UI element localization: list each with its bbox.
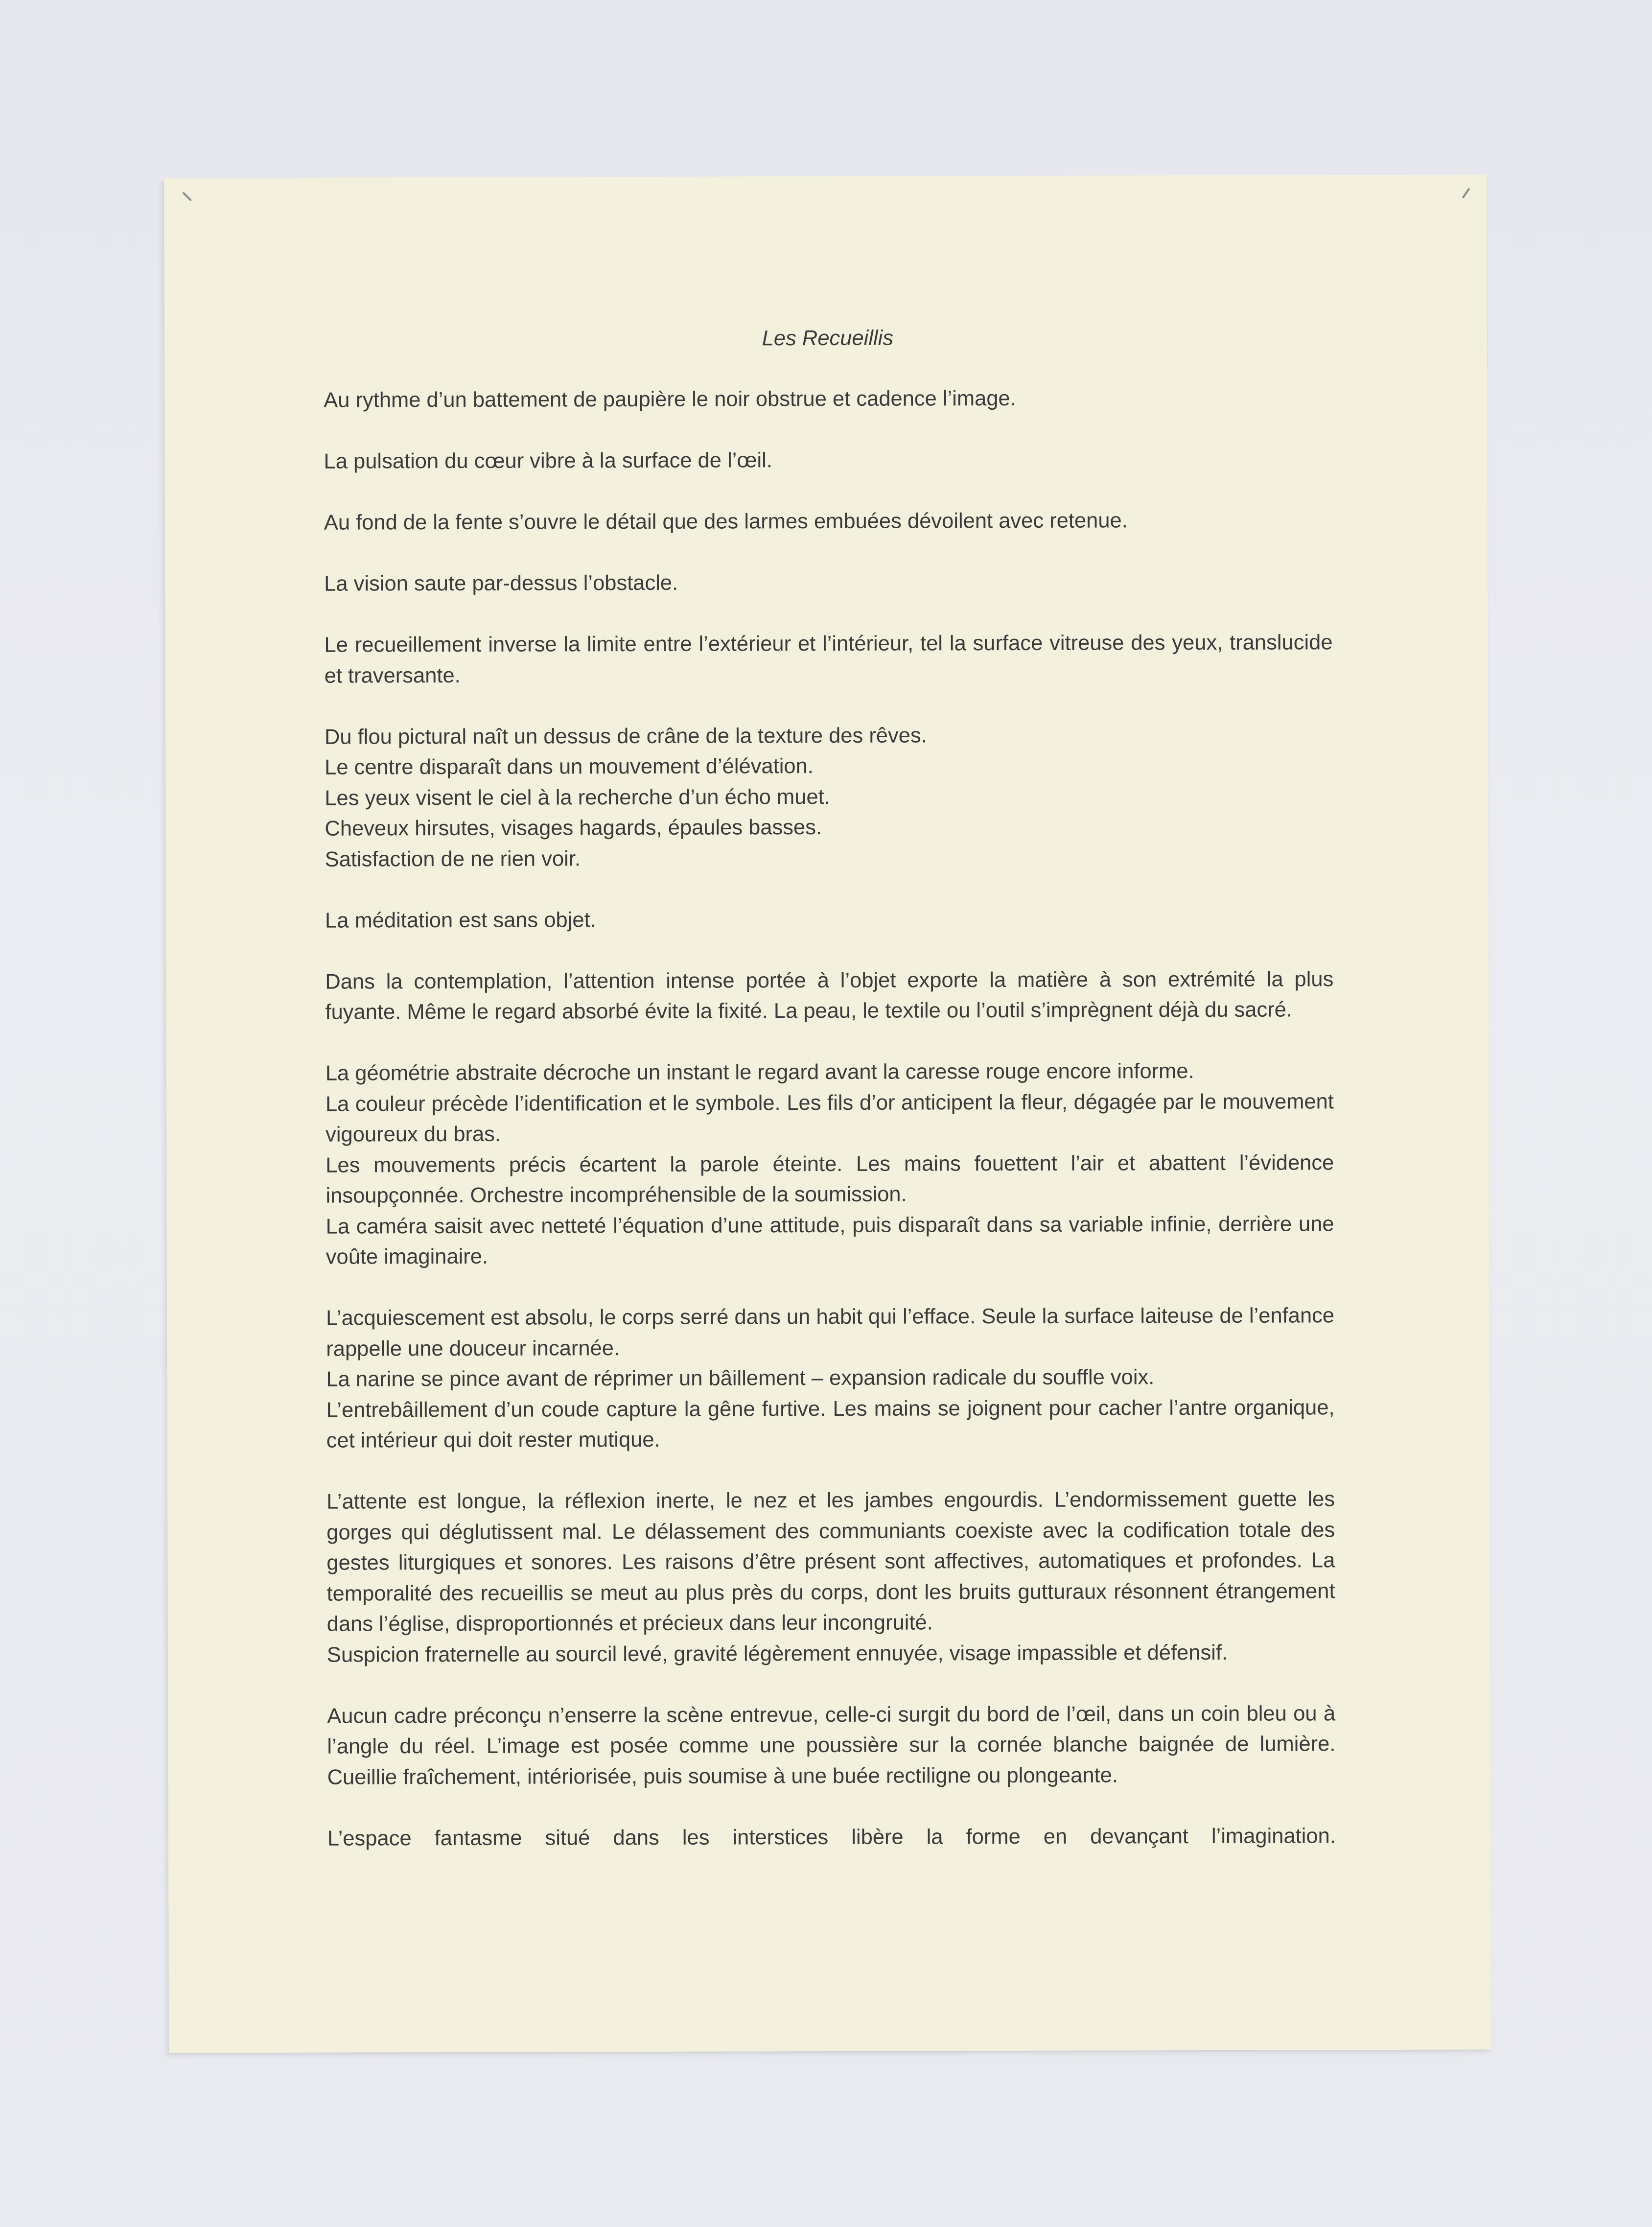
paragraph: [324, 627, 1332, 691]
text-line: L’espace fantasme situé dans les interstices libère la forme en devançant l’imagination.: [327, 1824, 1336, 1851]
text-line: Du flou pictural naît un dessus de crâne de la texture des rêves.: [324, 723, 927, 749]
text-line: La narine se pince avant de réprimer un bâillement – expansion radicale du souffle voix.: [326, 1365, 1155, 1391]
pin-right-icon: [1462, 188, 1470, 199]
text-line: La vision saute par-dessus l’obstacle.: [324, 571, 678, 596]
text-line: Au fond de la fente s’ouvre le détail que des larmes embuées dévoilent avec retenue.: [324, 509, 1128, 535]
text-line: Cheveux hirsutes, visages hagards, épaules basses.: [325, 816, 822, 841]
paragraph: [324, 382, 1332, 416]
text-line: La pulsation du cœur vibre à la surface de l’œil.: [324, 448, 772, 473]
paragraph: [325, 903, 1333, 936]
document-title: Les Recueillis: [762, 326, 894, 351]
paragraph: [327, 1821, 1336, 1854]
text-line: Le recueillement inverse la limite entre l’extérieur et l’intérieur, tel la surface vitreuse des yeux, translucide et traversante.: [324, 631, 1333, 688]
paragraph: [324, 444, 1332, 477]
text-line: L’entrebâillement d’un coude capture la gêne furtive. Les mains se joignent pour cacher l’antre organique, cet intérieur qui doit rester mutique.: [326, 1395, 1335, 1453]
text-body: [324, 322, 1336, 1884]
paragraph: [327, 1698, 1335, 1793]
text-line: La géométrie abstraite décroche un instant le regard avant la caresse rouge encore informe.: [325, 1059, 1194, 1085]
text-line: Suspicion fraternelle au sourcil levé, gravité légèrement ennuyée, visage impassible et défensif.: [326, 1641, 1228, 1667]
paragraph: [325, 964, 1333, 1028]
paragraph: [324, 505, 1332, 538]
text-line: Les yeux visent le ciel à la recherche d’un écho muet.: [325, 785, 830, 810]
pin-left-icon: [182, 192, 192, 202]
text-line: L’acquiescement est absolu, le corps serré dans un habit qui l’efface. Seule la surface laiteuse de l’enfance rappelle une douceur incarnée.: [326, 1304, 1335, 1361]
paper-sheet: [164, 174, 1491, 2053]
paragraph: [325, 719, 1333, 875]
text-line: L’attente est longue, la réflexion inerte, le nez et les jambes engourdis. L’endormissement guette les gorges qui déglutissent mal. Le délassement des communiants coexiste avec la codification totale des gestes liturgiques et sonores. Les raisons d’être présent sont affectives, automatiques et profondes. La temporalité des recueillis se meut au plus près du corps, dont les bruits gutturaux résonnent étrangement dans l’église, disproportionnés et précieux dans leur incongruité.: [326, 1487, 1335, 1636]
text-line: La caméra saisit avec netteté l’équation d’une attitude, puis disparaît dans sa variable infinie, derrière une voûte imaginaire.: [326, 1212, 1334, 1269]
text-line: Les mouvements précis écartent la parole éteinte. Les mains fouettent l’air et abattent l’évidence insoupçonnée. Orchestre incompréhensible de la soumission.: [326, 1150, 1334, 1208]
paragraph: [324, 566, 1332, 599]
text-line: Aucun cadre préconçu n’enserre la scène entrevue, celle-ci surgit du bord de l’œil, dans un coin bleu ou à l’angle du réel. L’image est posée comme une poussière sur la cornée blanche baignée de lumière. Cueillie fraîchement, intériorisée, puis soumise à une buée rectiligne ou plongeante.: [327, 1701, 1336, 1789]
text-line: Satisfaction de ne rien voir.: [325, 846, 581, 871]
text-line: La méditation est sans objet.: [325, 908, 596, 933]
paragraph: [326, 1055, 1334, 1272]
paragraph: [326, 1300, 1335, 1456]
text-line: Le centre disparaît dans un mouvement d’élévation.: [325, 754, 814, 779]
text-line: Dans la contemplation, l’attention intense portée à l’objet exporte la matière à son extrémité la plus fuyante. Même le regard absorbé évite la fixité. La peau, le textile ou l’outil s’imprègnent déjà du sacré.: [325, 967, 1334, 1024]
text-line: La couleur précède l’identification et le symbole. Les fils d’or anticipent la fleur, dégagée par le mouvement vigoureux du bras.: [325, 1089, 1334, 1147]
paragraph: [326, 1484, 1335, 1670]
text-line: Au rythme d’un battement de paupière le noir obstrue et cadence l’image.: [324, 386, 1016, 412]
